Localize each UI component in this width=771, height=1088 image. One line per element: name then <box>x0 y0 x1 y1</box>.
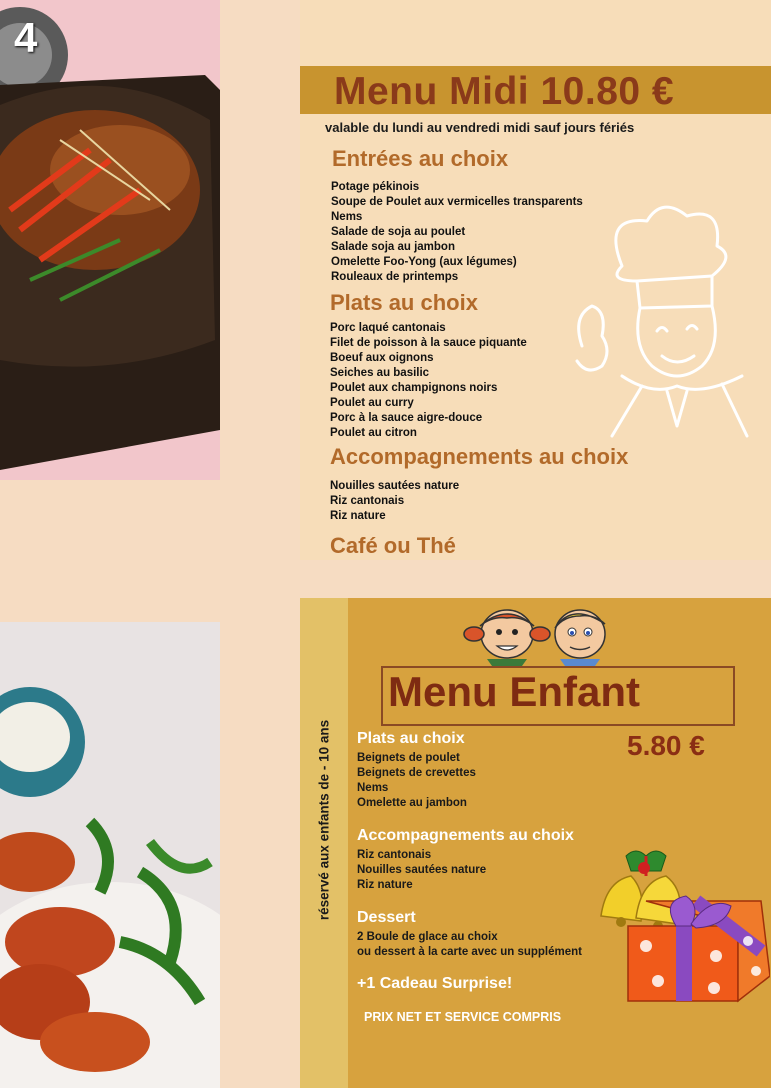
list-item: Salade de soja au poulet <box>331 226 466 238</box>
list-item: Rouleaux de printemps <box>331 271 459 283</box>
menu-midi-note: valable du lundi au vendredi midi sauf jours fériés <box>325 120 635 135</box>
midi-section-entrees-title: Entrées au choix <box>332 146 509 171</box>
list-item: Omelette Foo-Yong (aux légumes) <box>331 256 517 268</box>
list-item: ou dessert à la carte avec un supplément <box>357 946 582 958</box>
list-item: Salade soja au jambon <box>331 241 455 253</box>
midi-section-plats-title: Plats au choix <box>330 290 478 315</box>
list-item: Potage pékinois <box>331 181 420 193</box>
list-item: Beignets de poulet <box>357 752 460 764</box>
food-photo-top <box>0 0 220 480</box>
list-item: Filet de poisson à la sauce piquante <box>330 337 527 349</box>
midi-section-cafe-title: Café ou Thé <box>330 533 456 558</box>
food-photo-bottom <box>0 622 220 1088</box>
price-note: PRIX NET ET SERVICE COMPRIS <box>364 1010 562 1024</box>
list-item: Omelette au jambon <box>357 797 467 809</box>
list-item: 2 Boule de glace au choix <box>357 931 498 943</box>
menu-enfant-price: 5.80 € <box>627 730 705 761</box>
list-item: Beignets de crevettes <box>357 767 476 779</box>
enfant-dessert-list <box>357 930 582 960</box>
midi-entrees-list <box>331 180 583 285</box>
list-item: Riz nature <box>357 879 413 891</box>
enfant-plats-list <box>357 751 476 811</box>
enfant-accompagnements-list <box>357 848 486 893</box>
list-item: Boeuf aux oignons <box>330 352 434 364</box>
menu-midi-title: Menu Midi 10.80 € <box>334 70 675 113</box>
list-item: Riz cantonais <box>357 849 432 861</box>
list-item: Nouilles sautées nature <box>330 480 460 492</box>
menu-enfant-age-note: réservé aux enfants de - 10 ans <box>316 719 332 921</box>
enfant-section-accompagnements-title: Accompagnements au choix <box>357 827 574 844</box>
list-item: Seiches au basilic <box>330 367 430 379</box>
list-item: Soupe de Poulet aux vermicelles transparents <box>331 196 583 208</box>
list-item: Porc à la sauce aigre-douce <box>330 412 483 424</box>
kids-illustration <box>462 604 622 666</box>
midi-section-accompagnements-title: Accompagnements au choix <box>330 444 629 469</box>
page-number: 4 <box>14 14 38 61</box>
list-item: Riz cantonais <box>330 495 405 507</box>
surprise-gift-text: +1 Cadeau Surprise! <box>357 975 513 992</box>
midi-accompagnements-list <box>330 479 459 524</box>
list-item: Poulet au citron <box>330 427 417 439</box>
list-item: Porc laqué cantonais <box>330 322 446 334</box>
list-item: Poulet au curry <box>330 397 414 409</box>
list-item: Riz nature <box>330 510 386 522</box>
list-item: Nems <box>331 211 363 223</box>
enfant-section-plats-title: Plats au choix <box>357 730 465 747</box>
midi-plats-list <box>330 321 527 441</box>
enfant-section-dessert-title: Dessert <box>357 909 416 926</box>
list-item: Poulet aux champignons noirs <box>330 382 498 394</box>
gift-bell-illustration <box>586 846 770 1004</box>
list-item: Nouilles sautées nature <box>357 864 487 876</box>
menu-enfant-title: Menu Enfant <box>388 668 640 715</box>
list-item: Nems <box>357 782 389 794</box>
